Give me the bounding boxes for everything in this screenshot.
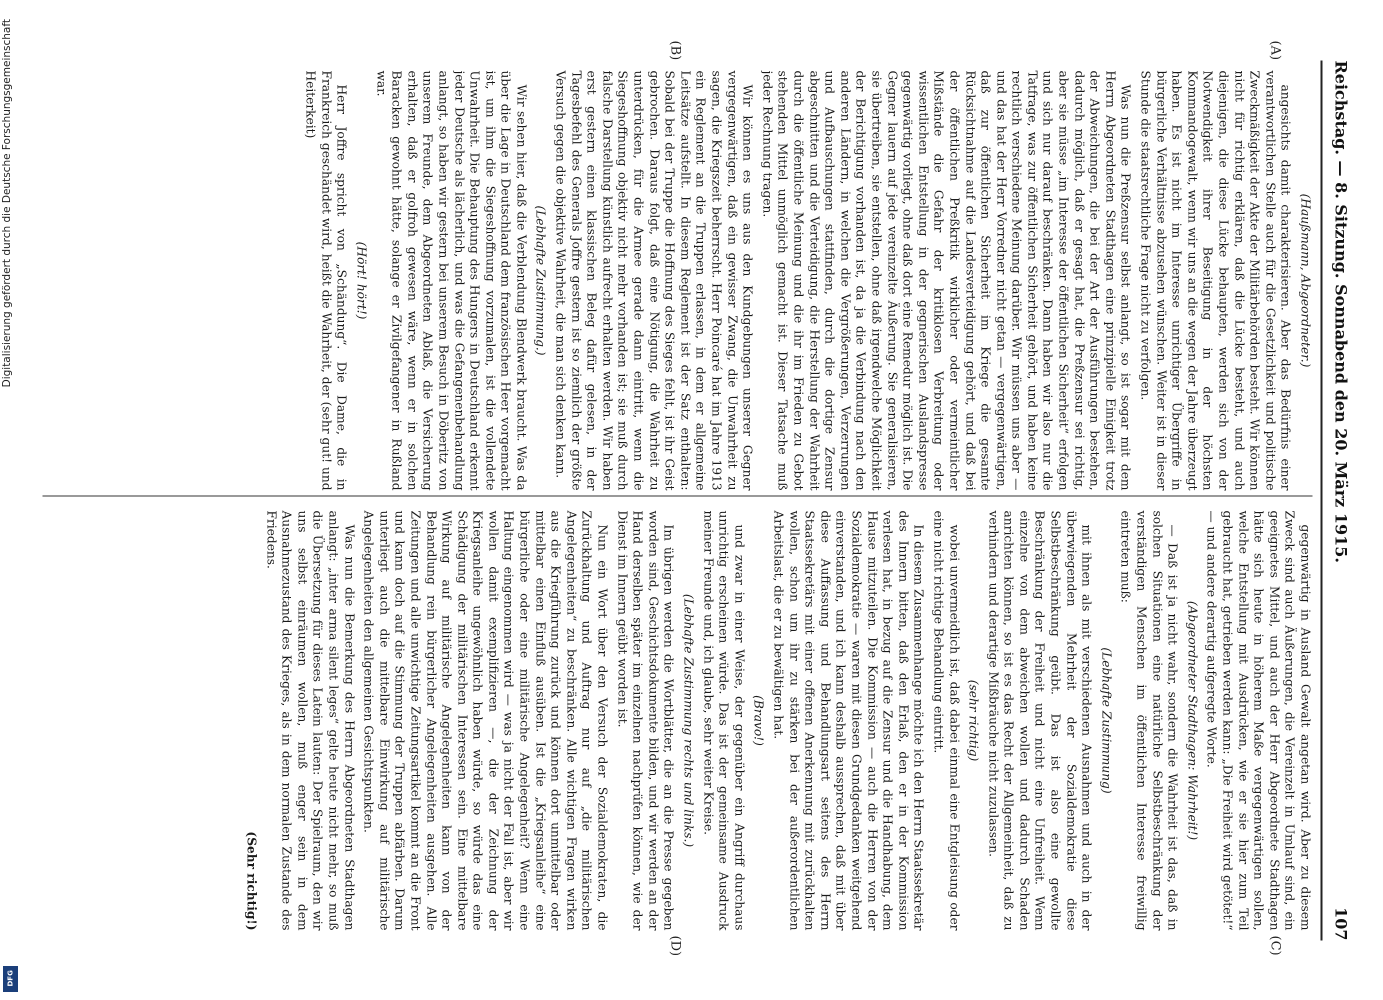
paragraph: In diesem Zusammenhange möchte ich den Herrn Staatssekretär des Innern bitten, daß den Erlaß, den er in der Kommission verlesen hat, in bezug auf die Zensur und die Handhabung, dem Hause mitzuteilen. Die Kommission — auch die Herren von der Sozialdemokratie — waren mit diesen Grundgedanken weitgehend einverstanden, und ich kann deshalb aussprechen, daß mit über diese Auffassung und Behandlungsart seitens des Herrn Staatssekretärs mit einer offenen Anerkennung mit zurückhalten wollen, schon um ihr zu stärken bei der außerordentlichen Arbeitslast, die er zu bewältigen hat. <box>771 510 926 931</box>
interjection: (Hört! hört!) <box>354 241 369 320</box>
paragraph: Nun ein Wort über den Versuch der Sozialdemokraten, die Zurückhaltung und Auftrag nur auf „die militärischen Angelegenheiten“ zu beschränken. Alle wichtigen Fragen wirken aus die Kriegführung zurück und können dort unmittelbar oder mittelbar einen Einfluß ausüben. Ist die „Kriegsanleihe“ eine bürgerliche oder eine militärische Angelegenheit? Wenn eine Haltung eingenommen wird — was ja nicht der Fall ist, aber wir wollen damit exemplifizieren —, die der Zeichnung der Kriegsanleihe ungewöhnlich haben würde, so würde das eine Schädigung der militärischen Interessen sein. Eine mittelbare Wirkung auf militärische Angelegenheiten kann von der Behandlung rein bürgerlicher Angelegenheiten ausgehen. Alle Zeitungen und alle unwichtige Zeitungsartikel kommt an die Front und kann doch auf die Stimmung der Truppen abfärben. Darum unterliegt auch die mittelbare Einwirkung auf militärische Angelegenheiten den allgemeinen Gesichtspunkten. <box>361 510 610 931</box>
digitization-caption: Digitalisierung gefördert durch die Deutsche Forschungsgemeinschaft <box>1 19 13 388</box>
paragraph: wobei unvermeidlich ist, daß dabei einmal eine Entgleisung oder eine nicht richtige Behandlung eintritt. <box>931 510 962 931</box>
paragraph: Wir können es uns aus den Kundgebungen unserer Gegner vergegenwärtigen, daß ein gewisser Zwang, die Unwahrheit zu sagen, die Kriegszeit beherrscht. Herr Poincaré hat im Jahre 1913 ein Reglement an die Truppen erlassen, in dem er allgemeine Leitsätze aufstellt. In diesem Reglement ist der Satz enthalten: Sobald bei der Truppe die Hoffnung des Sieges fehlt, ist ihr Geist gebrochen. Daraus folgt, daß eine Nötigung, die Wahrheit zu unterdrücken, für die Armee gerade dann eintritt, wenn die Siegeshoffnung objektiv nicht mehr vorhanden ist; sie muß durch falsche Darstellung künstlich aufrecht erhalten werden. Wir haben erst gestern einen klassischen Beleg dafür gelesen, in der Tagesbefehl des Generals Joffre gestern ist so ziemlich der größte Versuch gegen die objektive Wahrheit, die man sich denken kann. <box>553 70 755 491</box>
paragraph: mit ihnen als mit verschiedenen Ausnahmen und auch in der überwiegenden Mehrheit der Sozialdemokratie diese Selbstbeschränkung geübt. Das ist also eine gewollte Beschränkung der Freiheit und nicht eine Unfreiheit. Wenn einzelne von dem abweichen wollen und dadurch Schaden anrichten können, so ist es das Recht der Allgemeinheit, daß zu verhindern und derartige Mißbräuche nicht zuzulassen. <box>986 510 1094 931</box>
margin-letter-c: (C) <box>1267 935 1283 956</box>
interjection: (Abgeordneter Stadthagen: Wahrheit!) <box>1185 600 1200 841</box>
margin-letter-a: (A) <box>1267 40 1283 61</box>
paragraph: und zwar in einer Weise, der gegenüber ein Angriff durchaus unrichtig erscheinen würde. Das ist der gemeinsame Ausdruck meiner Freunde und, ich glaube, sehr weiter Kreise. <box>701 510 747 931</box>
paragraph: Herr Joffre spricht von „Schändung“. Die Dame, die in Frankreich geschändet wird, heißt die Wahrheit, der (sehr gut! und Heiterkeit) <box>303 70 349 491</box>
header-rule <box>1321 61 1323 941</box>
interjection: (Bravo!) <box>751 695 766 746</box>
right-column <box>33 511 1313 931</box>
paragraph: gegenwärtig in Ausland Gewalt angetan wird. Aber zu diesem Zweck sind auch Äußerungen, die Vereinzelt in Umlauf sind, ein geeignetes Mittel, und auch der Herr Abgeordnete Stadthagen hätte sich heute in höherem Maße vergegenwärtigen sollen, welche Entstellung mit Ausdrücken, wie er sie hier zum Teil gebraucht hat, getrieben werden kann: „Die Freiheit wird getötet!“ — und andere derartig aufgeregte Worte. <box>1204 510 1313 931</box>
column-divider <box>43 496 1313 497</box>
paragraph: Was nun die Bemerkung des Herrn Abgeordneten Stadthagen anlangt: „inter arma silent leges“ gelte heute nicht mehr, so muß die Übersetzung für dieses Latein lauten: Der Spielraum, den wir uns selbst einräumen wollen, muß enger sein in dem Ausnahmezustand des Krieges, als in dem normalen Zustande des Friedens. <box>264 510 357 931</box>
paragraph: Was nun die Preßzensur selbst anlangt, so ist sogar mit dem Herrn Abgeordneten Stadthagen eine prinzipielle Einigkeit trotz der Abweichungen, die bei der Art der Ausführungen bestehen, dadurch möglich, daß er gesagt hat, die Preßzensur sei richtig, aber sie müsse „im Interesse der öffentlichen Sicherheit“ erfolgen und sich nur darauf beschränken. Dann haben wir also nur die Tatfrage, was zur öffentlichen Sicherheit gehört, und haben keine rechtlich verschiedene Meinung darüber. Wir müssen uns aber — und das hat der Herr Vorredner nicht getan — vergegenwärtigen, daß zur öffentlichen Sicherheit im Kriege die gesamte Rücksichtnahme auf die Landesverteidigung gehört, und daß bei der öffentlichen Preßkritik wirklicher oder vermeintlicher Mißstände die Gefahr der kritiklosen Verbreitung oder wissentlichen Entstellung in der gegnerischen Auslandspresse gegenwärtig vorliegt, ohne daß dort eine Remedur möglich ist. Die Gegner lauern auf jede vereinzelte Äußerung. Sie generalisieren, sie übertreiben, sie entstellen, ohne daß irgendwelche Möglichkeit der Berichtigung vorhanden ist, da ja die Verbindung nach den anderen Ländern, in welchen die Vergrößerungen, Verzerrungen und Aufbauschungen stattfinden, durch die dortige Zensur abgeschnitten und die Verteidigung, die Herstellung der Wahrheit durch die öffentliche Meinung und die ihr im Frieden zu Gebot stehenden Mittel unmöglich gemacht ist. Dieser Tatsache muß jeder Rechnung tragen. <box>760 70 1133 491</box>
header-title: Reichstag. — 8. Sitzung. Sonnabend den 20. März 1915. <box>1331 60 1351 563</box>
page-number: 107 <box>1331 907 1351 941</box>
logo-text: DFG <box>6 970 15 987</box>
paragraph: angesichts damit charakterisieren. Aber das Bedürfnis einer verantwortlichen Stelle auch für die Gesetzlichkeit und politische Zweckmäßigkeit der Akte der Militärbehörden besteht. Wir können nicht für richtig erklären, daß die Lücke besteht, und auch diejenigen, die diese Lücke behaupten, werden sich von der Notwendigkeit ihrer Beseitigung in der höchsten Kommandogewalt, wenn wir uns an die wegen der Jahre überzeugt haben. Es ist nicht im Interesse unrichtiger Übergriffe in bürgerliche Verhältnisse abzusehen wünschen. Weiter ist in dieser Stunde die staatsrechtliche Frage nicht zu verfolgen. <box>1138 70 1293 491</box>
paragraph: — Daß ist ja nicht wahr, sondern die Wahrheit ist das, daß in solchen Situationen eine natürliche Selbstbeschränkung der verständigen Menschen im öffentlichen Interesse freiwillig eintreten muß: <box>1118 510 1180 931</box>
paragraph: Wir sehen hier, daß die Verblendung Blendwerk braucht. Was da über die Lage in Deutschland dem französischen Heer vorgemacht ist, um ihm die Siegeshoffnung vorzumalen, ist die vollendete Unwahrheit. Die Behauptung des Hungers in Deutschland erkennt jeder Deutsche als lächerlich, und was die Gefangenenbehandlung anlangt, so haben wir gestern bei unserem Besuch in Döberitz von unserem Freunde, dem Abgeordneten Ablaß, die Versicherung erhalten, daß er golfroh gewesen wäre, wenn er in solchen Baracken gewohnt hätte, solange er Zivilgefangener in Rußland war. <box>374 70 529 491</box>
interjection: (sehr richtig) <box>966 679 981 762</box>
interjection: (Lebhafte Zustimmung rechts und links.) <box>681 593 696 848</box>
page-header <box>1325 61 1355 941</box>
interjection: (Lebhafte Zustimmung) <box>1099 647 1114 794</box>
left-column <box>33 71 1313 491</box>
speaker-name: (Haußmann, Abgeordneter.) <box>1298 193 1313 368</box>
interjection: (Sehr richtig!) <box>244 831 259 931</box>
interjection: (Lebhafte Zustimmung.) <box>534 205 548 356</box>
paragraph: Im übrigen werden die Wortblätter, die an die Presse gegeben worden sind, Geschichtsdokumente bilden, und wir werden an der Hand derselben später im einzelnen nachprüfen können, wie der Dienst im Innern geübt worden ist. <box>615 510 676 931</box>
margin-letter-d: (D) <box>667 935 683 957</box>
margin-letter-b: (B) <box>667 40 683 61</box>
dfg-logo-icon <box>3 966 18 992</box>
rotated-newspaper-page <box>0 1 1383 1000</box>
digitization-caption-strip <box>0 0 22 1000</box>
